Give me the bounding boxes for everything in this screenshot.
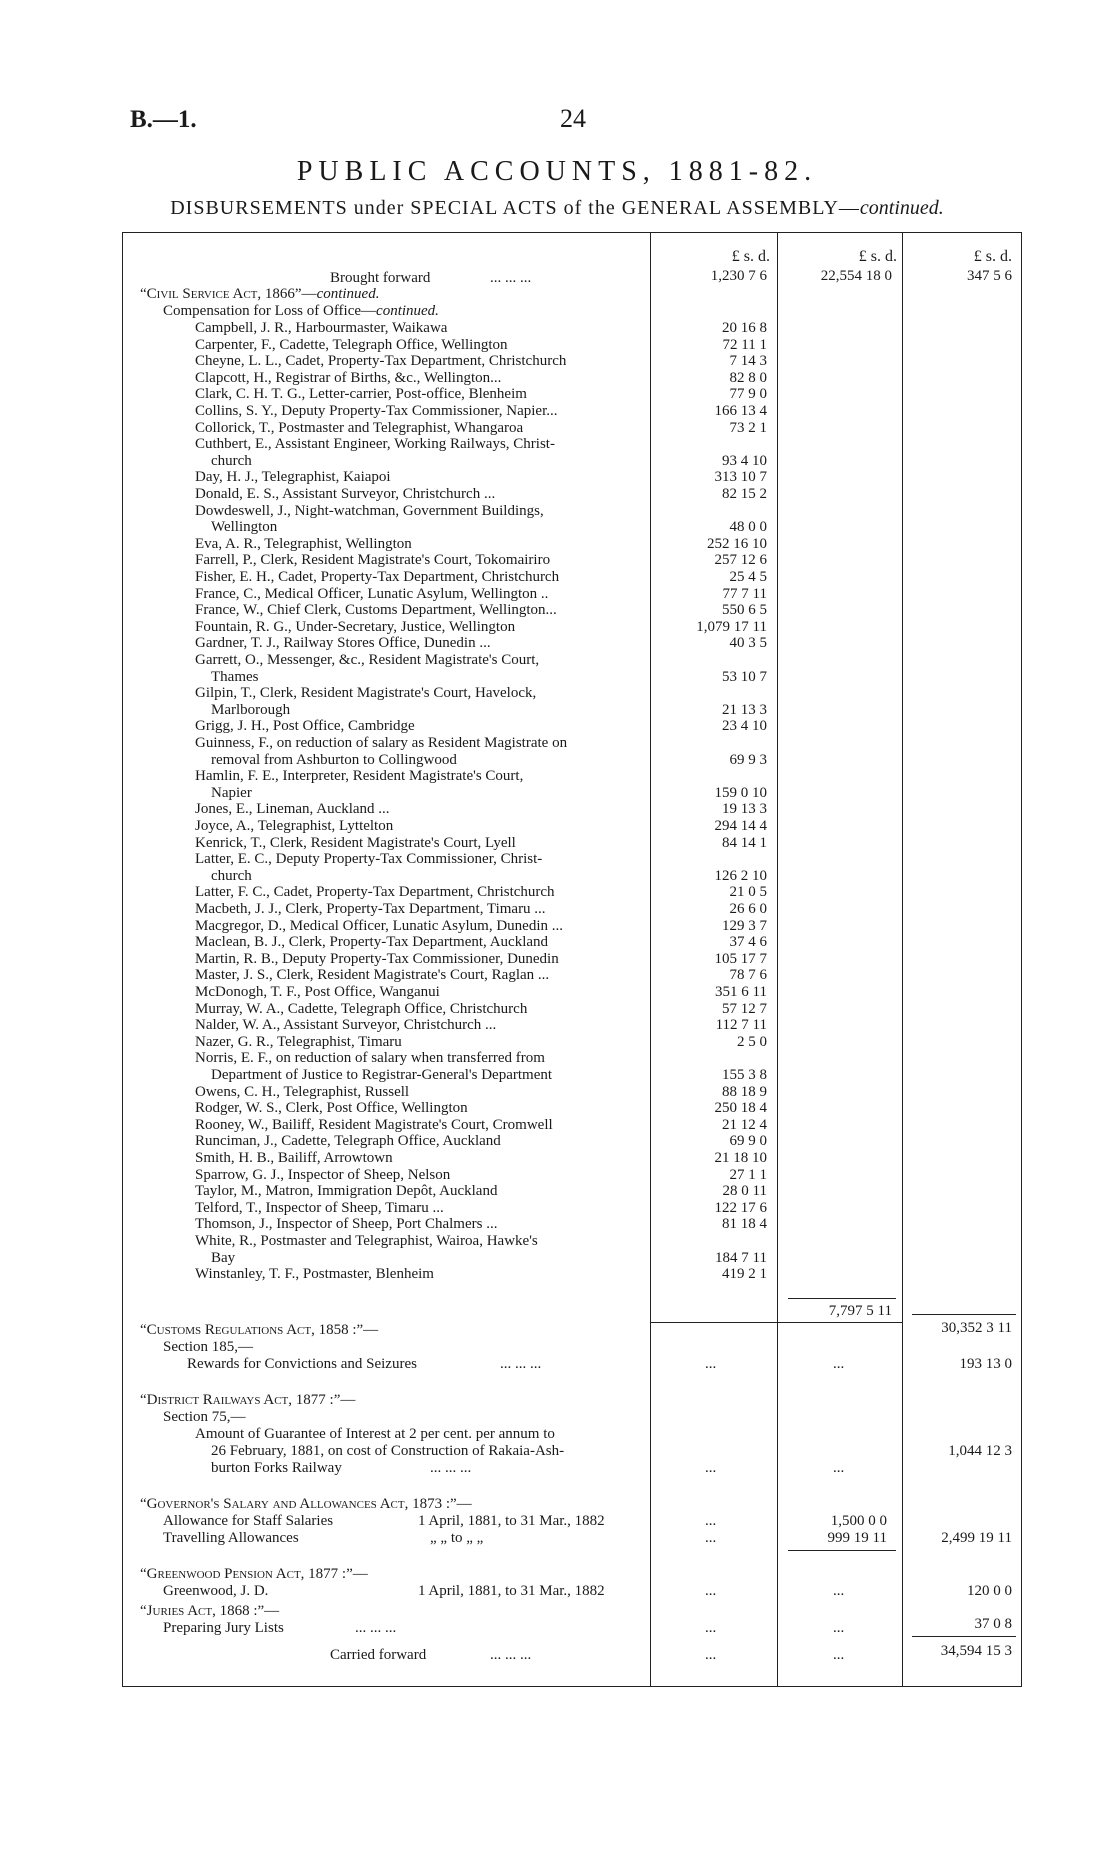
customs-col2-empty: ... [833,1356,845,1372]
entry-text: Nalder, W. A., Assistant Surveyor, Christchurch ... [195,1017,497,1034]
entry-text: Clark, C. H. T. G., Letter-carrier, Post-office, Blenheim [195,386,527,403]
compensation-subheading [163,303,439,320]
compensation-continued: continued. [376,303,439,319]
greenwood-period: 1 April, 1881, to 31 Mar., 1882 [418,1583,605,1599]
entry-amount: 40 3 5 [729,635,767,652]
entry-text: Winstanley, T. F., Postmaster, Blenheim [195,1266,434,1283]
juries-col1-empty: ... [705,1620,717,1636]
entry-text: Sparrow, G. J., Inspector of Sheep, Nelson [195,1166,451,1183]
entry-text: Gilpin, T., Clerk, Resident Magistrate's Court, Havelock, [195,685,537,702]
entry-amount: 129 3 7 [722,917,767,934]
railways-col1-empty: ... [705,1460,717,1476]
entry-text: Master, J. S., Clerk, Resident Magistrate's Court, Raglan ... [195,967,550,984]
entry-text: Telford, T., Inspector of Sheep, Timaru ... [195,1199,444,1216]
entry-text: Gardner, T. J., Railway Stores Office, Dunedin ... [195,635,491,652]
entry-amount: 82 8 0 [729,369,767,386]
juries-col3-rule [912,1636,1016,1637]
civil-service-act-heading [140,286,379,303]
entry-text: France, C., Medical Officer, Lunatic Asylum, Wellington .. [195,585,549,602]
entry-amount: 7 14 3 [729,353,767,370]
entry-text: Nazer, G. R., Telegraphist, Timaru [195,1033,402,1050]
greenwood-col2-empty: ... [833,1583,845,1599]
entry-text: White, R., Postmaster and Telegraphist, Wairoa, Hawke's [195,1233,538,1249]
entry-text-continued: church [211,452,252,469]
entry-text: Fisher, E. H., Cadet, Property-Tax Department, Christchurch [195,569,560,585]
entry-amount: 550 6 5 [722,602,767,619]
entry-amount: 21 13 3 [722,701,767,718]
entry-amount: 21 12 4 [722,1116,767,1133]
entry-amount: 155 3 8 [722,1067,767,1083]
governor-act-heading: “Governor's Salary and Allowances Act, 1873 :”— [140,1496,472,1512]
entry-text: Macgregor, D., Medical Officer, Lunatic Asylum, Dunedin ... [195,917,564,934]
carried-forward-col2-empty: ... [833,1647,845,1663]
customs-col1-empty: ... [705,1356,717,1372]
column-divider-3 [902,232,903,1686]
entry-text: Runciman, J., Cadette, Telegraph Office, Auckland [195,1133,501,1150]
entry-text: Smith, H. B., Bailiff, Arrowtown [195,1150,393,1166]
railways-line-3: burton Forks Railway [211,1460,342,1476]
entry-amount: 105 17 7 [714,950,767,967]
entry-amount: 19 13 3 [722,801,767,818]
entry-text: Clapcott, H., Registrar of Births, &c., Wellington... [195,369,502,386]
table-bottom-rule [122,1686,1022,1687]
entry-amount: 21 18 10 [714,1150,767,1166]
entry-amount: 1,079 17 11 [696,618,767,635]
juries-col3: 37 0 8 [974,1616,1012,1632]
entry-amount: 28 0 11 [722,1183,767,1200]
governor-item-2: Travelling Allowances [163,1530,299,1546]
entry-text: Rodger, W. S., Clerk, Post Office, Wellington [195,1100,468,1117]
entry-text: Collorick, T., Postmaster and Telegraphist, Whangaroa [195,419,524,436]
greenwood-col3: 120 0 0 [967,1583,1012,1599]
entry-text: Martin, R. B., Deputy Property-Tax Commissioner, Dunedin [195,950,559,967]
governor-period-1: 1 April, 1881, to 31 Mar., 1882 [418,1513,605,1529]
column-header-2: £ s. d. [858,248,897,265]
entry-text: Jones, E., Lineman, Auckland ... [195,801,390,818]
entry-amount: 88 18 9 [722,1083,767,1100]
entry-amount: 294 14 4 [714,818,767,834]
entry-amount: 37 4 6 [729,934,767,951]
entry-text: Garrett, O., Messenger, &c., Resident Magistrate's Court, [195,652,540,668]
table-top-rule [122,232,1022,233]
column-divider-1 [650,232,651,1686]
entry-text: Rooney, W., Bailiff, Resident Magistrate's Court, Cromwell [195,1116,553,1133]
entry-text: Fountain, R. G., Under-Secretary, Justice, Wellington [195,618,516,635]
entry-amount: 250 18 4 [714,1100,767,1117]
entry-amount: 257 12 6 [714,552,767,569]
entry-text: Thomson, J., Inspector of Sheep, Port Chalmers ... [195,1216,498,1233]
page-title: PUBLIC ACCOUNTS, 1881-82. [296,156,818,187]
entry-amount: 122 17 6 [714,1199,767,1216]
entry-amount: 73 2 1 [729,419,767,436]
greenwood-col1-empty: ... [705,1583,717,1599]
entry-text: Dowdeswell, J., Night-watchman, Government Buildings, [195,502,544,519]
entry-amount: 26 6 0 [729,901,767,917]
entry-text-continued: removal from Ashburton to Collingwood [211,751,457,768]
entry-amount: 48 0 0 [729,519,767,536]
entry-text: Kenrick, T., Clerk, Resident Magistrate's Court, Lyell [195,834,516,851]
entry-amount: 166 13 4 [714,403,767,419]
subtitle-main: DISBURSEMENTS under SPECIAL ACTS of the GENERAL ASSEMBLY— [170,197,860,219]
brought-forward-label: Brought forward [330,270,431,286]
page-number: 24 [560,104,586,133]
governor-item-1: Allowance for Staff Salaries [163,1513,334,1529]
brought-forward-col2: 22,554 18 0 [820,268,892,284]
entry-text: Latter, F. C., Cadet, Property-Tax Department, Christchurch [195,884,555,901]
compensation-subheading-text: Compensation for Loss of Office— [163,303,377,319]
railways-line-2: 26 February, 1881, on cost of Construction of Rakaia-Ash- [211,1443,565,1459]
civil-service-col3-rule [912,1314,1016,1315]
entry-amount: 21 0 5 [729,884,767,901]
entry-amount: 159 0 10 [714,784,767,801]
entry-amount: 81 18 4 [722,1216,767,1233]
civil-service-continued: continued. [316,286,380,302]
civil-service-total: 7,797 5 11 [828,1303,892,1319]
governor-item2-col1-empty: ... [705,1530,717,1546]
greenwood-item: Greenwood, J. D. [163,1583,269,1599]
brought-forward-leader: ... ... ... [490,270,532,286]
entry-text-continued: Napier [211,784,252,801]
governor-col2-rule [788,1550,896,1551]
entry-text: Latter, E. C., Deputy Property-Tax Commissioner, Christ- [195,851,543,868]
entry-amount: 82 15 2 [722,486,767,502]
governor-period-2: „ „ to „ „ [430,1530,484,1546]
subtitle-continued: continued. [859,197,944,219]
juries-col2-empty: ... [833,1620,845,1636]
entry-amount: 84 14 1 [722,834,767,851]
entry-text: Guinness, F., on reduction of salary as Resident Magistrate on [195,735,568,751]
entry-amount: 93 4 10 [722,452,767,469]
entry-amount: 27 1 1 [729,1166,767,1183]
entry-amount: 57 12 7 [722,1000,767,1017]
entry-amount: 351 6 11 [715,984,767,1000]
entry-amount: 184 7 11 [715,1249,767,1266]
column-divider-2 [777,232,778,1686]
railways-act-heading: “District Railways Act, 1877 :”— [140,1392,356,1408]
railways-leader: ... ... ... [430,1460,472,1476]
entry-amount: 77 9 0 [729,386,767,403]
entry-text-continued: Bay [211,1249,236,1266]
column-header-3: £ s. d. [973,248,1012,265]
juries-leader: ... ... ... [355,1620,397,1636]
entry-text-continued: Thames [211,668,259,685]
entry-text: Hamlin, F. E., Interpreter, Resident Magistrate's Court, [195,768,524,785]
entry-amount: 313 10 7 [714,469,767,486]
entry-text: France, W., Chief Clerk, Customs Department, Wellington... [195,602,557,619]
customs-col3: 193 13 0 [959,1356,1012,1372]
entry-amount: 23 4 10 [722,718,767,735]
railways-col3: 1,044 12 3 [948,1443,1012,1459]
entry-amount: 20 16 8 [722,320,767,336]
railways-line-1: Amount of Guarantee of Interest at 2 per cent. per annum to [195,1426,555,1442]
table-left-rule [122,232,123,1686]
brought-forward-col1: 1,230 7 6 [710,268,767,284]
entry-text: Farrell, P., Clerk, Resident Magistrate's Court, Tokomairiro [195,552,551,569]
entry-text: Murray, W. A., Cadette, Telegraph Office, Christchurch [195,1000,528,1017]
entry-text: Campbell, J. R., Harbourmaster, Waikawa [195,320,448,336]
juries-act-heading: “Juries Act, 1868 :”— [140,1603,280,1619]
governor-item-2-col2: 999 19 11 [827,1530,887,1546]
entry-amount: 69 9 0 [729,1133,767,1150]
carried-forward-leader: ... ... ... [490,1647,532,1663]
customs-leader: ... ... ... [500,1356,542,1372]
entry-text: Eva, A. R., Telegraphist, Wellington [195,535,412,552]
customs-item: Rewards for Convictions and Seizures [187,1356,417,1372]
customs-section: Section 185,— [163,1339,253,1355]
entry-text: Donald, E. S., Assistant Surveyor, Christchurch ... [195,486,496,502]
entry-amount: 126 2 10 [714,867,767,884]
entry-amount: 78 7 6 [729,967,767,984]
governor-item1-col1-empty: ... [705,1513,717,1529]
entry-text-continued: Department of Justice to Registrar-General's Department [211,1067,553,1083]
entry-text: Taylor, M., Matron, Immigration Depôt, Auckland [195,1183,498,1200]
table-right-rule [1021,232,1022,1686]
railways-col2-empty: ... [833,1460,845,1476]
entry-amount: 112 7 11 [715,1017,767,1034]
page-subtitle [0,197,1114,220]
entry-text: Maclean, B. J., Clerk, Property-Tax Department, Auckland [195,934,549,951]
report-reference: B.—1. [130,106,197,133]
juries-item: Preparing Jury Lists [163,1620,284,1636]
civil-service-col3-total: 30,352 3 11 [941,1320,1012,1336]
greenwood-act-heading: “Greenwood Pension Act, 1877 :”— [140,1566,368,1582]
entry-amount: 252 16 10 [707,535,767,552]
entry-text: Owens, C. H., Telegraphist, Russell [195,1083,410,1100]
entry-text: Macbeth, J. J., Clerk, Property-Tax Department, Timaru ... [195,901,546,917]
customs-divider [650,1322,902,1323]
entry-amount: 25 4 5 [729,569,767,585]
entry-text: Carpenter, F., Cadette, Telegraph Office, Wellington [195,336,508,353]
entry-text: Grigg, J. H., Post Office, Cambridge [195,718,415,735]
column-header-1: £ s. d. [731,248,770,265]
entry-text: Cuthbert, E., Assistant Engineer, Working Railways, Christ- [195,436,555,453]
civil-service-col2-rule [788,1298,896,1299]
entry-amount: 72 11 1 [722,336,767,353]
entry-amount: 77 7 11 [722,585,767,602]
railways-section: Section 75,— [163,1409,246,1425]
entry-text: Norris, E. F., on reduction of salary when transferred from [195,1050,545,1067]
entry-text-continued: church [211,867,252,884]
entry-amount: 419 2 1 [722,1266,767,1283]
entry-text: Day, H. J., Telegraphist, Kaiapoi [195,469,391,486]
entry-text: Joyce, A., Telegraphist, Lyttelton [195,818,394,834]
entry-amount: 53 10 7 [722,668,767,685]
entry-text-continued: Wellington [211,519,278,536]
entry-text-continued: Marlborough [211,701,291,718]
governor-col3: 2,499 19 11 [941,1530,1012,1546]
entry-text: Cheyne, L. L., Cadet, Property-Tax Department, Christchurch [195,353,567,370]
civil-service-act-title: “Civil Service Act, 1866”— [140,286,317,302]
carried-forward-label: Carried forward [330,1647,427,1663]
brought-forward-col3: 347 5 6 [967,268,1012,284]
entry-amount: 69 9 3 [729,751,767,768]
governor-item-1-col2: 1,500 0 0 [830,1513,887,1529]
entry-amount: 2 5 0 [737,1033,767,1050]
carried-forward-col3: 34,594 15 3 [940,1643,1012,1659]
customs-act-heading: “Customs Regulations Act, 1858 :”— [140,1322,379,1338]
entry-text: McDonogh, T. F., Post Office, Wanganui [195,984,440,1000]
carried-forward-col1-empty: ... [705,1647,717,1663]
entry-text: Collins, S. Y., Deputy Property-Tax Commissioner, Napier... [195,403,558,419]
